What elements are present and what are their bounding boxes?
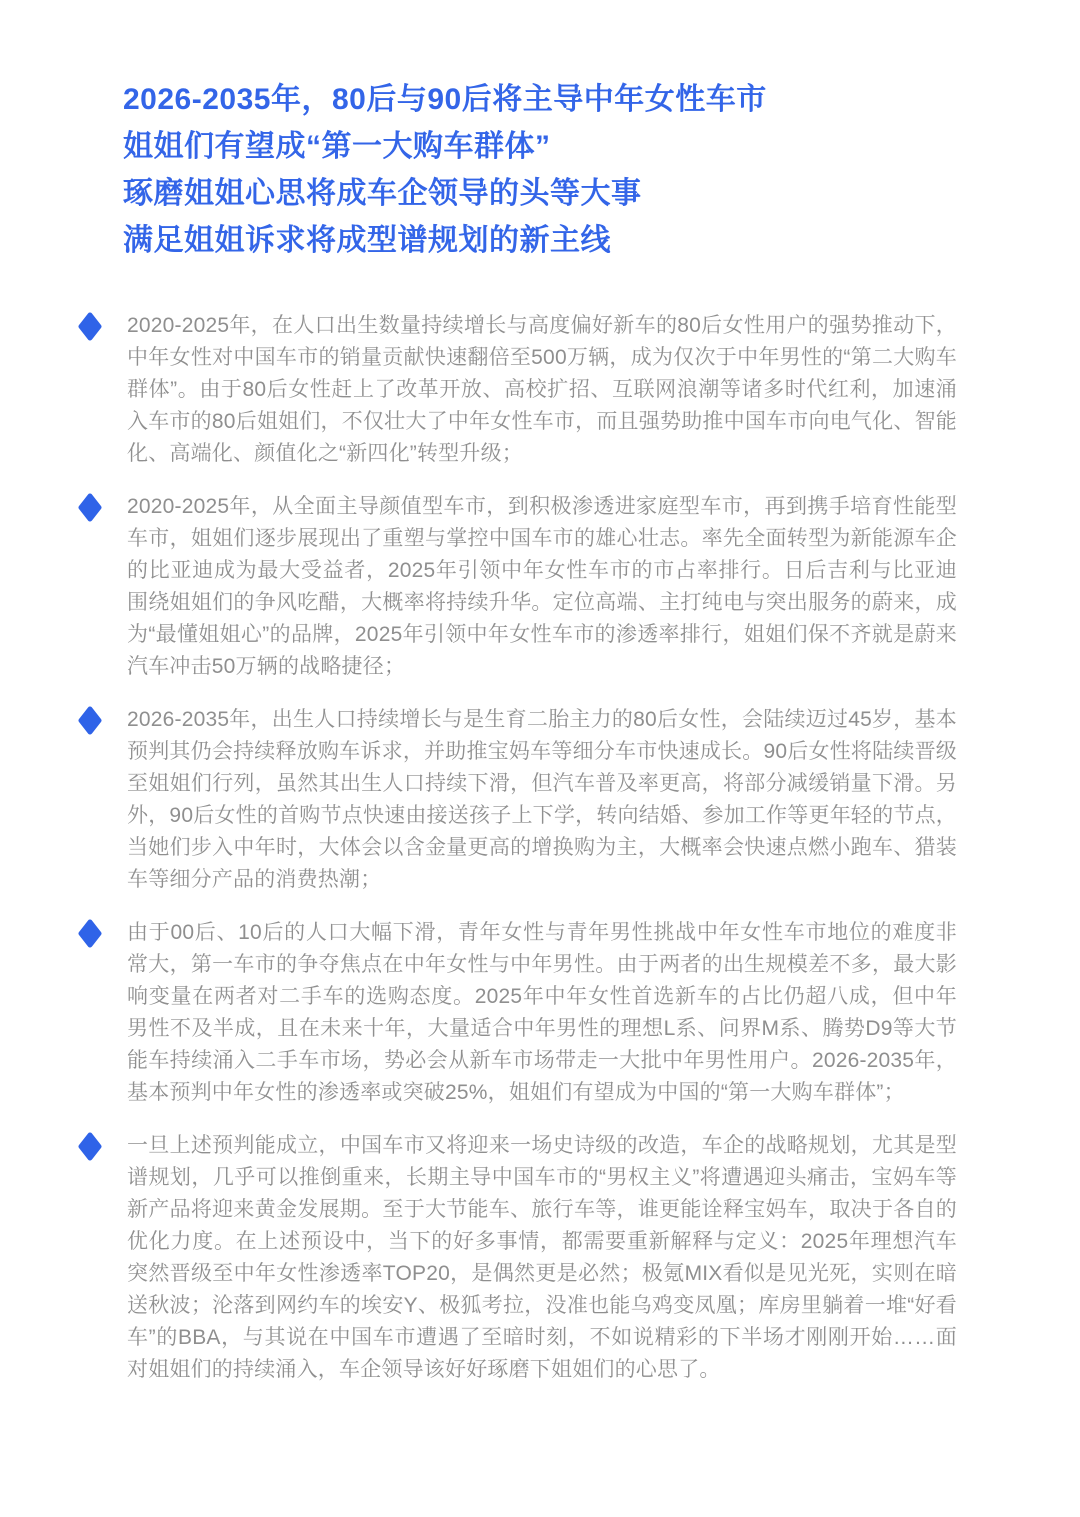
bullet-item [78,917,957,1109]
report-title-line-1: 2026-2035年，80后与90后将主导中年女性车市 [123,83,767,116]
diamond-bullet-icon [78,917,127,948]
bullet-item [78,1130,957,1386]
bullet-item [78,704,957,896]
report-title-line-4: 满足姐姐诉求将成型谱规划的新主线 [123,224,611,257]
diamond-bullet-icon [78,310,127,341]
report-title-line-2: 姐姐们有望成“第一大购车群体” [123,130,551,163]
bullet-item [78,310,957,470]
bullet-paragraph: 一旦上述预判能成立，中国车市又将迎来一场史诗级的改造，车企的战略规划，尤其是型谱规划，几乎可以推倒重来，长期主导中国车市的“男权主义”将遭遇迎头痛击，宝妈车等新产品将迎来黄金发展期。至于大节能车、旅行车等，谁更能诠释宝妈车，取决于各自的优化力度。在上述预设中，当下的好多事情，都需要重新解释与定义：2025年理想汽车突然晋级至中年女性渗透率TOP20，是偶然更是必然；极氪MIX看似是见光死，实则在暗送秋波；沦落到网约车的埃安Y、极狐考拉，没准也能乌鸡变凤凰；库房里躺着一堆“好看车”的BBA，与其说在中国车市遭遇了至暗时刻，不如说精彩的下半场才刚刚开始……面对姐姐们的持续涌入，车企领导该好好琢磨下姐姐们的心思了。 [127,1134,957,1381]
bullet-paragraph: 2020-2025年，从全面主导颜值型车市，到积极渗透进家庭型车市，再到携手培育性能型车市，姐姐们逐步展现出了重塑与掌控中国车市的雄心壮志。率先全面转型为新能源车企的比亚迪成为最大受益者，2025年引领中年女性车市的市占率排行。日后吉利与比亚迪围绕姐姐们的争风吃醋，大概率将持续升华。定位高端、主打纯电与突出服务的蔚来，成为“最懂姐姐心”的品牌，2025年引领中年女性车市的渗透率排行，姐姐们保不齐就是蔚来汽车冲击50万辆的战略捷径； [127,495,957,678]
diamond-bullet-icon [78,704,127,735]
report-title-line-3: 琢磨姐姐心思将成车企领导的头等大事 [123,177,642,210]
diamond-bullet-icon [78,491,127,522]
report-title [123,76,957,264]
bullet-paragraph: 2026-2035年，出生人口持续增长与是生育二胎主力的80后女性，会陆续迈过45岁，基本预判其仍会持续释放购车诉求，并助推宝妈车等细分车市快速成长。90后女性将陆续晋级至姐姐们行列，虽然其出生人口持续下滑，但汽车普及率更高，将部分减缓销量下滑。另外，90后女性的首购节点快速由接送孩子上下学，转向结婚、参加工作等更年轻的节点，当她们步入中年时，大体会以含金量更高的增换购为主，大概率会快速点燃小跑车、猎装车等细分产品的消费热潮； [127,708,957,891]
bullet-paragraph: 由于00后、10后的人口大幅下滑，青年女性与青年男性挑战中年女性车市地位的难度非常大，第一车市的争夺焦点在中年女性与中年男性。由于两者的出生规模差不多，最大影响变量在两者对二手车的选购态度。2025年中年女性首选新车的占比仍超八成，但中年男性不及半成，且在未来十年，大量适合中年男性的理想L系、问界M系、腾势D9等大节能车持续涌入二手车市场，势必会从新车市场带走一大批中年男性用户。2026-2035年，基本预判中年女性的渗透率或突破25%，姐姐们有望成为中国的“第一大购车群体”； [127,921,957,1104]
diamond-bullet-icon [78,1130,127,1161]
key-points-list [78,310,957,1386]
bullet-paragraph: 2020-2025年，在人口出生数量持续增长与高度偏好新车的80后女性用户的强势推动下，中年女性对中国车市的销量贡献快速翻倍至500万辆，成为仅次于中年男性的“第二大购车群体”。由于80后女性赶上了改革开放、高校扩招、互联网浪潮等诸多时代红利，加速涌入车市的80后姐姐们，不仅壮大了中年女性车市，而且强势助推中国车市向电气化、智能化、高端化、颜值化之“新四化”转型升级； [127,314,957,465]
bullet-item [78,491,957,683]
